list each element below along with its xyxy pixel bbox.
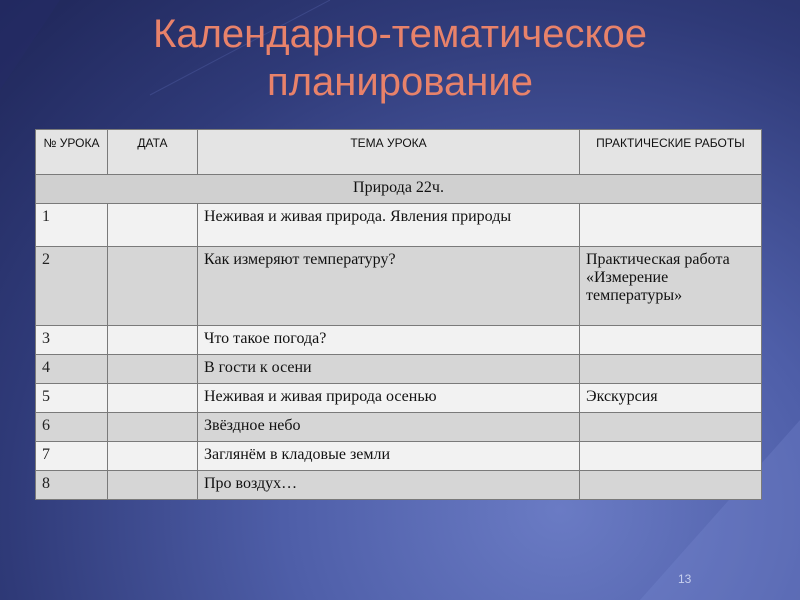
cell-num: 5 [36, 384, 108, 413]
cell-topic: Неживая и живая природа осенью [198, 384, 580, 413]
cell-date [108, 247, 198, 326]
table-header-row [36, 130, 762, 175]
cell-num: 8 [36, 471, 108, 500]
cell-num: 6 [36, 413, 108, 442]
table-row [36, 471, 762, 500]
table-row [36, 247, 762, 326]
table-row [36, 442, 762, 471]
cell-practical [580, 204, 762, 247]
section-title: Природа 22ч. [36, 175, 762, 204]
cell-num: 4 [36, 355, 108, 384]
slide-title [0, 10, 800, 106]
table-row [36, 204, 762, 247]
cell-topic: Про воздух… [198, 471, 580, 500]
cell-date [108, 326, 198, 355]
header-practical-work: ПРАКТИЧЕСКИЕ РАБОТЫ [580, 130, 762, 175]
cell-practical: Экскурсия [580, 384, 762, 413]
cell-date [108, 384, 198, 413]
slide-title-line-2: планирование [267, 60, 533, 104]
table-row [36, 413, 762, 442]
cell-topic: Неживая и живая природа. Явления природы [198, 204, 580, 247]
cell-date [108, 204, 198, 247]
header-lesson-number: № УРОКА [36, 130, 108, 175]
cell-date [108, 471, 198, 500]
cell-date [108, 413, 198, 442]
cell-date [108, 442, 198, 471]
section-row [36, 175, 762, 204]
cell-topic: Что такое погода? [198, 326, 580, 355]
table-row [36, 384, 762, 413]
table-row [36, 355, 762, 384]
cell-num: 3 [36, 326, 108, 355]
cell-num: 1 [36, 204, 108, 247]
cell-num: 2 [36, 247, 108, 326]
cell-topic: Как измеряют температуру? [198, 247, 580, 326]
cell-date [108, 355, 198, 384]
table-row [36, 326, 762, 355]
cell-num: 7 [36, 442, 108, 471]
cell-practical [580, 442, 762, 471]
cell-practical: Практическая работа «Измерение температуры» [580, 247, 762, 326]
header-date: ДАТА [108, 130, 198, 175]
cell-topic: Заглянём в кладовые земли [198, 442, 580, 471]
cell-practical [580, 471, 762, 500]
cell-topic: Звёздное небо [198, 413, 580, 442]
cell-practical [580, 355, 762, 384]
table-body [36, 204, 762, 500]
header-lesson-topic: ТЕМА УРОКА [198, 130, 580, 175]
cell-topic: В гости к осени [198, 355, 580, 384]
slide-number: 13 [678, 572, 692, 586]
cell-practical [580, 413, 762, 442]
cell-practical [580, 326, 762, 355]
planning-table [35, 129, 762, 500]
slide-title-line-1: Календарно-тематическое [153, 12, 647, 56]
